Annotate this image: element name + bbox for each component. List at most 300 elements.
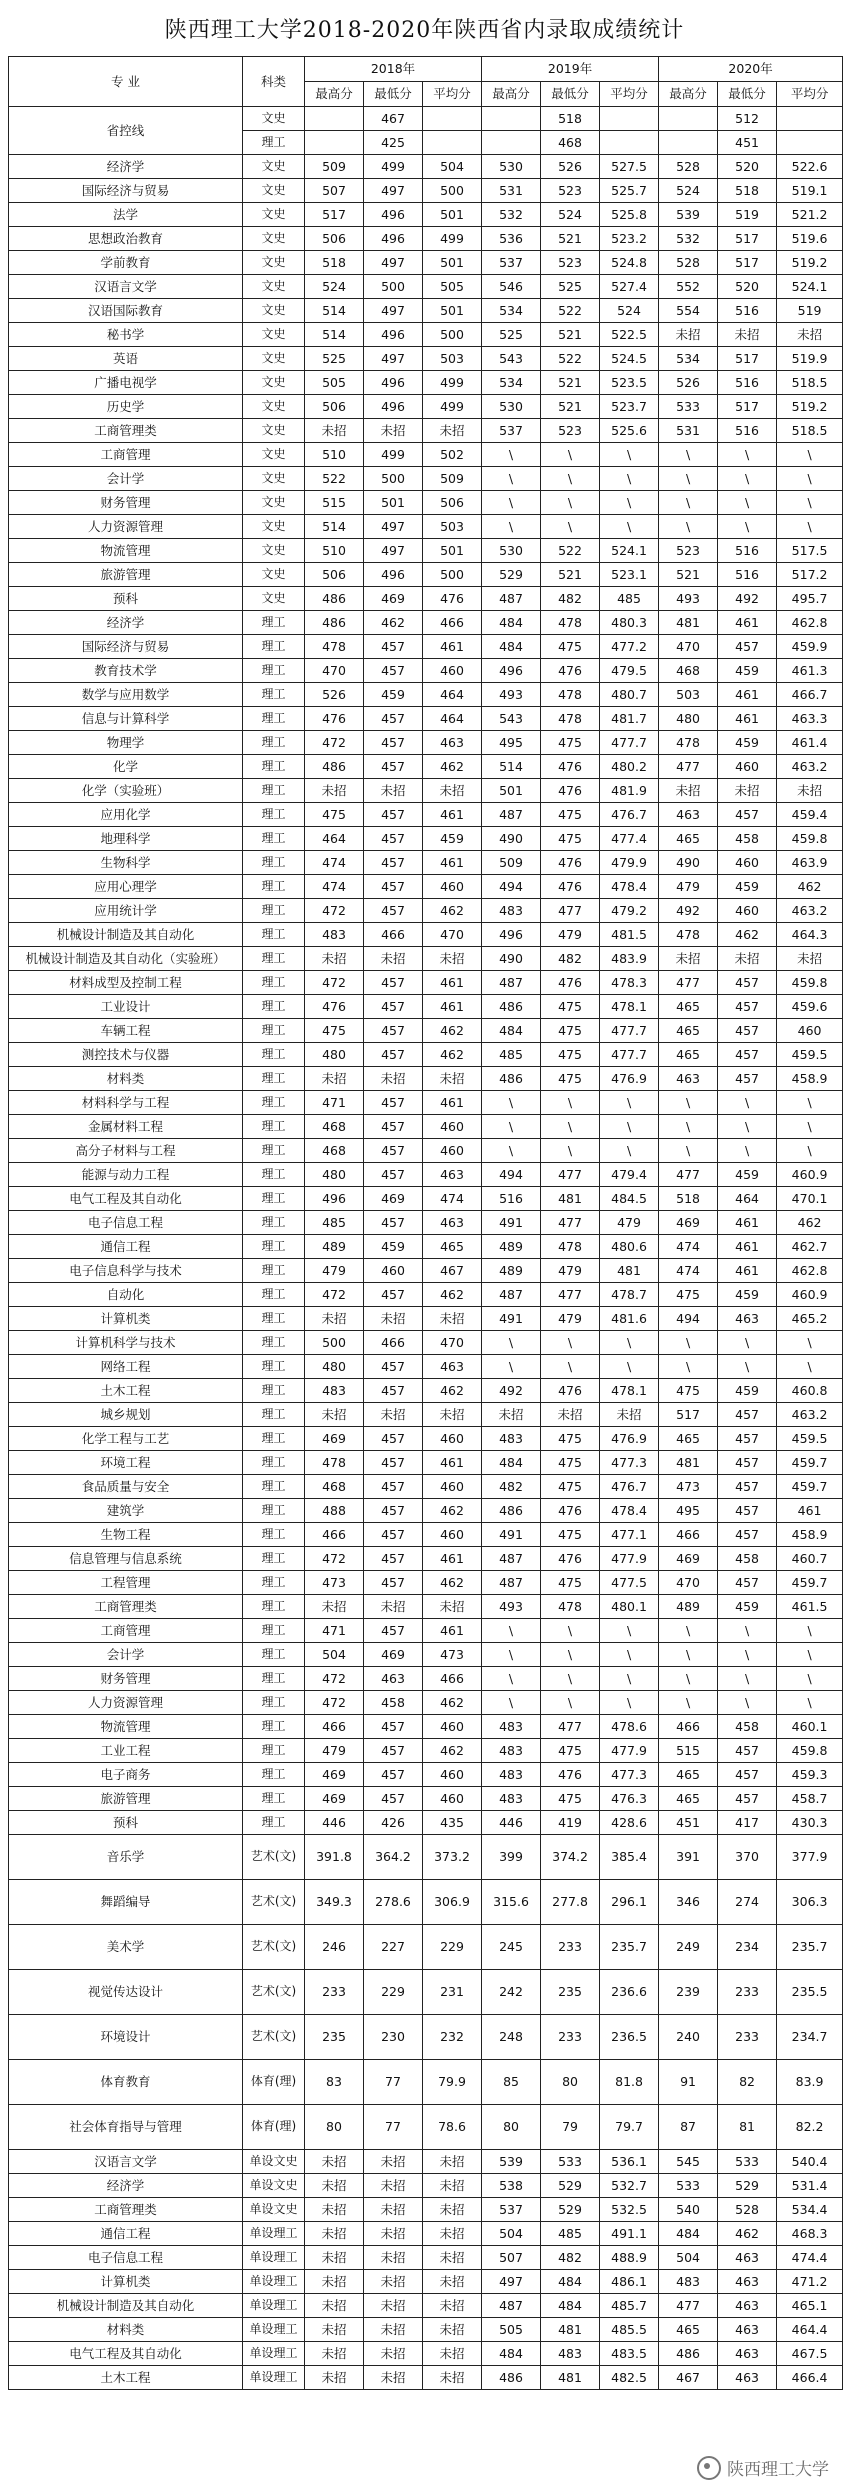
- score-cell: 231: [423, 1970, 482, 2015]
- score-cell: 518: [659, 1187, 718, 1211]
- score-cell: 500: [364, 467, 423, 491]
- table-row: [9, 2105, 843, 2150]
- score-cell: 462: [423, 1019, 482, 1043]
- major-cell: 材料成型及控制工程: [9, 971, 243, 995]
- score-cell: 537: [482, 251, 541, 275]
- score-cell: 457: [364, 1523, 423, 1547]
- score-cell: 457: [718, 1475, 777, 1499]
- score-cell: 459.9: [777, 635, 843, 659]
- score-cell: 457: [718, 1763, 777, 1787]
- score-cell: 462: [364, 611, 423, 635]
- score-cell: 462: [423, 1739, 482, 1763]
- score-cell: 478: [659, 731, 718, 755]
- score-cell: \: [718, 1355, 777, 1379]
- score-cell: 306.9: [423, 1880, 482, 1925]
- category-cell: 理工: [243, 1643, 305, 1667]
- score-cell: 229: [364, 1970, 423, 2015]
- score-cell: 532: [659, 227, 718, 251]
- score-cell: 459.8: [777, 827, 843, 851]
- score-cell: 476: [541, 875, 600, 899]
- major-cell: 工商管理: [9, 1619, 243, 1643]
- score-cell: 82: [718, 2060, 777, 2105]
- score-cell: 364.2: [364, 1835, 423, 1880]
- score-cell: 463: [423, 1211, 482, 1235]
- score-cell: 528: [659, 251, 718, 275]
- score-cell: \: [541, 515, 600, 539]
- score-cell: 465: [659, 995, 718, 1019]
- score-cell: 477.7: [600, 731, 659, 755]
- score-cell: \: [541, 1091, 600, 1115]
- score-cell: 未招: [305, 779, 364, 803]
- major-cell: 测控技术与仪器: [9, 1043, 243, 1067]
- score-cell: 462: [423, 1283, 482, 1307]
- score-cell: 461: [423, 1091, 482, 1115]
- category-cell: 文史: [243, 251, 305, 275]
- table-row: [9, 1523, 843, 1547]
- score-cell: 523: [541, 179, 600, 203]
- score-cell: 478.4: [600, 875, 659, 899]
- score-cell: 523: [659, 539, 718, 563]
- score-cell: 476: [541, 755, 600, 779]
- score-cell: 479.4: [600, 1163, 659, 1187]
- major-cell: 机械设计制造及其自动化: [9, 923, 243, 947]
- table-row: [9, 515, 843, 539]
- score-cell: 未招: [423, 2222, 482, 2246]
- score-cell: 468: [541, 131, 600, 155]
- score-cell: 466: [305, 1715, 364, 1739]
- score-cell: 495.7: [777, 587, 843, 611]
- category-cell: 理工: [243, 1115, 305, 1139]
- header-category: 科类: [243, 57, 305, 107]
- score-cell: 484.5: [600, 1187, 659, 1211]
- score-cell: 457: [718, 1499, 777, 1523]
- score-cell: 478.6: [600, 1715, 659, 1739]
- category-cell: 理工: [243, 1451, 305, 1475]
- major-cell: 材料类: [9, 1067, 243, 1091]
- score-cell: 459: [718, 1595, 777, 1619]
- major-cell: 生物科学: [9, 851, 243, 875]
- score-cell: 460: [777, 1019, 843, 1043]
- score-cell: 479: [600, 1211, 659, 1235]
- score-cell: 460: [423, 875, 482, 899]
- score-cell: 477: [541, 1211, 600, 1235]
- score-cell: 460: [423, 1523, 482, 1547]
- score-cell: \: [541, 491, 600, 515]
- score-cell: 461: [718, 1211, 777, 1235]
- score-cell: 425: [364, 131, 423, 155]
- score-cell: 516: [718, 419, 777, 443]
- score-cell: 483: [659, 2270, 718, 2294]
- score-cell: 463: [718, 2342, 777, 2366]
- major-cell: 美术学: [9, 1925, 243, 1970]
- score-cell: 525.6: [600, 419, 659, 443]
- score-cell: 483: [482, 1715, 541, 1739]
- score-cell: 296.1: [600, 1880, 659, 1925]
- score-cell: \: [541, 1667, 600, 1691]
- score-cell: 478: [305, 635, 364, 659]
- score-cell: 459: [718, 1283, 777, 1307]
- category-cell: 理工: [243, 1019, 305, 1043]
- score-cell: 517: [659, 1403, 718, 1427]
- category-cell: 理工: [243, 899, 305, 923]
- score-cell: 475: [541, 1523, 600, 1547]
- table-row: [9, 1235, 843, 1259]
- score-cell: 479: [541, 923, 600, 947]
- major-cell: 音乐学: [9, 1835, 243, 1880]
- score-cell: \: [600, 1139, 659, 1163]
- score-cell: 480: [305, 1355, 364, 1379]
- score-cell: 未招: [305, 1403, 364, 1427]
- score-cell: 517: [718, 251, 777, 275]
- score-cell: 469: [305, 1787, 364, 1811]
- table-row: [9, 1547, 843, 1571]
- score-cell: 524.5: [600, 347, 659, 371]
- score-cell: 484: [541, 2294, 600, 2318]
- score-cell: 474: [659, 1259, 718, 1283]
- score-cell: 465: [659, 827, 718, 851]
- major-cell: 应用心理学: [9, 875, 243, 899]
- score-cell: 466.7: [777, 683, 843, 707]
- score-cell: \: [482, 1691, 541, 1715]
- score-cell: \: [600, 1091, 659, 1115]
- table-row: [9, 899, 843, 923]
- category-cell: 单设理工: [243, 2246, 305, 2270]
- score-cell: \: [482, 1667, 541, 1691]
- score-cell: 未招: [364, 2318, 423, 2342]
- score-cell: 496: [364, 203, 423, 227]
- score-cell: 539: [659, 203, 718, 227]
- score-cell: 480: [305, 1163, 364, 1187]
- category-cell: 单设文史: [243, 2150, 305, 2174]
- score-cell: 457: [364, 1019, 423, 1043]
- category-cell: 理工: [243, 1427, 305, 1451]
- score-cell: 484: [541, 2270, 600, 2294]
- score-cell: 457: [364, 899, 423, 923]
- score-cell: 469: [305, 1427, 364, 1451]
- major-cell: 机械设计制造及其自动化（实验班）: [9, 947, 243, 971]
- category-cell: 理工: [243, 635, 305, 659]
- score-cell: 460.1: [777, 1715, 843, 1739]
- score-cell: 496: [364, 563, 423, 587]
- score-cell: [659, 131, 718, 155]
- score-cell: 461: [718, 1235, 777, 1259]
- score-cell: 528: [659, 155, 718, 179]
- score-cell: 476.3: [600, 1787, 659, 1811]
- score-cell: \: [777, 1643, 843, 1667]
- score-cell: 477.4: [600, 827, 659, 851]
- score-cell: 483: [482, 1427, 541, 1451]
- score-cell: 481.9: [600, 779, 659, 803]
- score-cell: \: [482, 1331, 541, 1355]
- table-row: [9, 1811, 843, 1835]
- score-cell: 516: [482, 1187, 541, 1211]
- category-cell: 单设理工: [243, 2294, 305, 2318]
- score-cell: 未招: [364, 2222, 423, 2246]
- score-cell: 477: [541, 1283, 600, 1307]
- score-cell: 486: [305, 587, 364, 611]
- score-cell: 522: [541, 299, 600, 323]
- score-cell: 460: [718, 755, 777, 779]
- score-cell: [600, 107, 659, 131]
- table-row: [9, 2294, 843, 2318]
- score-cell: 457: [364, 1043, 423, 1067]
- score-cell: 532.7: [600, 2174, 659, 2198]
- score-cell: 475: [305, 803, 364, 827]
- score-cell: 480.1: [600, 1595, 659, 1619]
- score-cell: 477: [659, 971, 718, 995]
- score-cell: 512: [718, 107, 777, 131]
- major-cell: 金属材料工程: [9, 1115, 243, 1139]
- major-cell: 土木工程: [9, 2366, 243, 2390]
- score-cell: 85: [482, 2060, 541, 2105]
- score-cell: 466: [659, 1715, 718, 1739]
- score-cell: 500: [364, 275, 423, 299]
- score-cell: 459.7: [777, 1571, 843, 1595]
- score-cell: \: [482, 1355, 541, 1379]
- score-cell: 477: [659, 755, 718, 779]
- score-cell: \: [718, 1115, 777, 1139]
- score-cell: 233: [718, 1970, 777, 2015]
- category-cell: 理工: [243, 683, 305, 707]
- major-cell: 体育教育: [9, 2060, 243, 2105]
- score-cell: 521: [541, 563, 600, 587]
- score-cell: 未招: [364, 947, 423, 971]
- category-cell: 理工: [243, 755, 305, 779]
- score-cell: 446: [482, 1811, 541, 1835]
- score-cell: 457: [364, 827, 423, 851]
- score-cell: 500: [423, 179, 482, 203]
- header-max-2019: 最高分: [482, 82, 541, 107]
- category-cell: 理工: [243, 1139, 305, 1163]
- score-cell: 460: [423, 659, 482, 683]
- category-cell: 理工: [243, 707, 305, 731]
- score-cell: \: [659, 1139, 718, 1163]
- score-cell: 517: [718, 347, 777, 371]
- score-cell: 497: [364, 347, 423, 371]
- score-cell: 504: [423, 155, 482, 179]
- score-cell: 476: [541, 1763, 600, 1787]
- table-row: [9, 1880, 843, 1925]
- score-cell: [777, 131, 843, 155]
- score-cell: 477.1: [600, 1523, 659, 1547]
- score-cell: 未招: [364, 2246, 423, 2270]
- score-cell: 474: [305, 851, 364, 875]
- score-cell: 480.6: [600, 1235, 659, 1259]
- score-cell: 468.3: [777, 2222, 843, 2246]
- table-row: [9, 611, 843, 635]
- score-cell: 未招: [305, 1067, 364, 1091]
- score-cell: \: [659, 1667, 718, 1691]
- score-cell: 491: [482, 1523, 541, 1547]
- score-cell: 460: [423, 1715, 482, 1739]
- table-row: [9, 1067, 843, 1091]
- score-cell: 473: [659, 1475, 718, 1499]
- score-cell: \: [482, 491, 541, 515]
- score-cell: 462.8: [777, 611, 843, 635]
- table-row: [9, 1139, 843, 1163]
- score-cell: 481: [659, 611, 718, 635]
- score-cell: 480: [659, 707, 718, 731]
- score-cell: \: [718, 1667, 777, 1691]
- score-cell: 235: [305, 2015, 364, 2060]
- score-cell: [305, 107, 364, 131]
- header-avg-2020: 平均分: [777, 82, 843, 107]
- score-cell: 未招: [423, 2198, 482, 2222]
- major-cell: 国际经济与贸易: [9, 179, 243, 203]
- score-cell: 461: [423, 971, 482, 995]
- score-cell: 未招: [718, 779, 777, 803]
- score-cell: \: [718, 1331, 777, 1355]
- score-cell: 525.7: [600, 179, 659, 203]
- score-cell: 489: [659, 1595, 718, 1619]
- score-cell: 461.5: [777, 1595, 843, 1619]
- score-cell: \: [777, 1355, 843, 1379]
- score-cell: 462: [423, 1499, 482, 1523]
- table-row: [9, 2246, 843, 2270]
- score-cell: \: [659, 1643, 718, 1667]
- table-row: [9, 2366, 843, 2390]
- score-cell: 504: [659, 2246, 718, 2270]
- score-cell: 477.3: [600, 1451, 659, 1475]
- score-cell: 497: [364, 515, 423, 539]
- score-cell: 83.9: [777, 2060, 843, 2105]
- score-cell: [777, 107, 843, 131]
- score-cell: \: [718, 443, 777, 467]
- score-cell: 482: [541, 947, 600, 971]
- major-cell: 数学与应用数学: [9, 683, 243, 707]
- score-cell: 480.7: [600, 683, 659, 707]
- score-cell: 507: [482, 2246, 541, 2270]
- score-cell: 457: [718, 1739, 777, 1763]
- score-cell: 519.6: [777, 227, 843, 251]
- score-cell: 495: [659, 1499, 718, 1523]
- table-row: [9, 1595, 843, 1619]
- score-cell: 489: [305, 1235, 364, 1259]
- score-cell: 236.5: [600, 2015, 659, 2060]
- score-cell: 500: [423, 563, 482, 587]
- score-cell: 457: [364, 1499, 423, 1523]
- score-cell: 519: [718, 203, 777, 227]
- table-row: [9, 1763, 843, 1787]
- score-cell: 457: [718, 1043, 777, 1067]
- score-cell: 520: [718, 275, 777, 299]
- score-cell: 468: [305, 1139, 364, 1163]
- table-row: [9, 1355, 843, 1379]
- score-cell: \: [718, 1139, 777, 1163]
- score-cell: 77: [364, 2060, 423, 2105]
- score-cell: 499: [423, 395, 482, 419]
- major-cell: 人力资源管理: [9, 515, 243, 539]
- table-row: [9, 563, 843, 587]
- header-major: 专 业: [9, 57, 243, 107]
- major-cell: 通信工程: [9, 2222, 243, 2246]
- score-cell: 524.1: [600, 539, 659, 563]
- score-cell: 486: [305, 755, 364, 779]
- category-cell: 理工: [243, 923, 305, 947]
- score-cell: 462.8: [777, 1259, 843, 1283]
- category-cell: 文史: [243, 227, 305, 251]
- category-cell: 理工: [243, 827, 305, 851]
- table-row: [9, 107, 843, 131]
- score-cell: 457: [718, 1403, 777, 1427]
- score-cell: \: [659, 1331, 718, 1355]
- table-row: [9, 2270, 843, 2294]
- score-cell: 446: [305, 1811, 364, 1835]
- score-cell: 469: [305, 1763, 364, 1787]
- table-row: [9, 395, 843, 419]
- score-cell: \: [600, 1115, 659, 1139]
- score-cell: 477.7: [600, 1019, 659, 1043]
- score-cell: 480: [305, 1043, 364, 1067]
- score-cell: 463: [718, 2366, 777, 2390]
- score-cell: \: [482, 443, 541, 467]
- score-cell: 457: [364, 1355, 423, 1379]
- score-cell: 497: [364, 251, 423, 275]
- score-cell: 504: [482, 2222, 541, 2246]
- score-cell: 未招: [777, 947, 843, 971]
- category-cell: 文史: [243, 443, 305, 467]
- score-cell: 475: [541, 1451, 600, 1475]
- score-cell: 373.2: [423, 1835, 482, 1880]
- score-cell: 469: [659, 1547, 718, 1571]
- score-cell: \: [600, 491, 659, 515]
- major-cell: 工商管理类: [9, 2198, 243, 2222]
- score-cell: 475: [541, 1043, 600, 1067]
- score-cell: 483: [482, 1739, 541, 1763]
- score-cell: 522: [541, 347, 600, 371]
- score-cell: \: [659, 467, 718, 491]
- category-cell: 理工: [243, 803, 305, 827]
- score-cell: 467: [423, 1259, 482, 1283]
- score-cell: 525: [541, 275, 600, 299]
- score-cell: 457: [718, 1067, 777, 1091]
- category-cell: 理工: [243, 611, 305, 635]
- major-cell: 法学: [9, 203, 243, 227]
- score-cell: [600, 131, 659, 155]
- table-row: [9, 659, 843, 683]
- table-row: [9, 1043, 843, 1067]
- score-cell: 486: [482, 2366, 541, 2390]
- table-row: [9, 971, 843, 995]
- score-cell: 未招: [423, 2342, 482, 2366]
- score-cell: 518.5: [777, 371, 843, 395]
- major-cell: 材料类: [9, 2318, 243, 2342]
- table-row: [9, 923, 843, 947]
- score-cell: 459.8: [777, 1739, 843, 1763]
- score-cell: 475: [305, 1019, 364, 1043]
- score-cell: 460: [718, 899, 777, 923]
- score-cell: 374.2: [541, 1835, 600, 1880]
- score-cell: 472: [305, 1691, 364, 1715]
- category-cell: 体育(理): [243, 2105, 305, 2150]
- score-cell: 457: [364, 1571, 423, 1595]
- score-cell: 525: [482, 323, 541, 347]
- score-cell: 391.8: [305, 1835, 364, 1880]
- score-cell: 未招: [305, 2270, 364, 2294]
- score-cell: \: [659, 1355, 718, 1379]
- score-cell: 80: [305, 2105, 364, 2150]
- score-cell: 458: [718, 1715, 777, 1739]
- score-cell: 490: [482, 827, 541, 851]
- score-cell: 476.7: [600, 1475, 659, 1499]
- score-cell: 239: [659, 1970, 718, 2015]
- table-row: [9, 1691, 843, 1715]
- score-cell: 490: [659, 851, 718, 875]
- score-cell: 523.1: [600, 563, 659, 587]
- score-cell: 419: [541, 1811, 600, 1835]
- table-row: [9, 635, 843, 659]
- score-cell: 510: [305, 443, 364, 467]
